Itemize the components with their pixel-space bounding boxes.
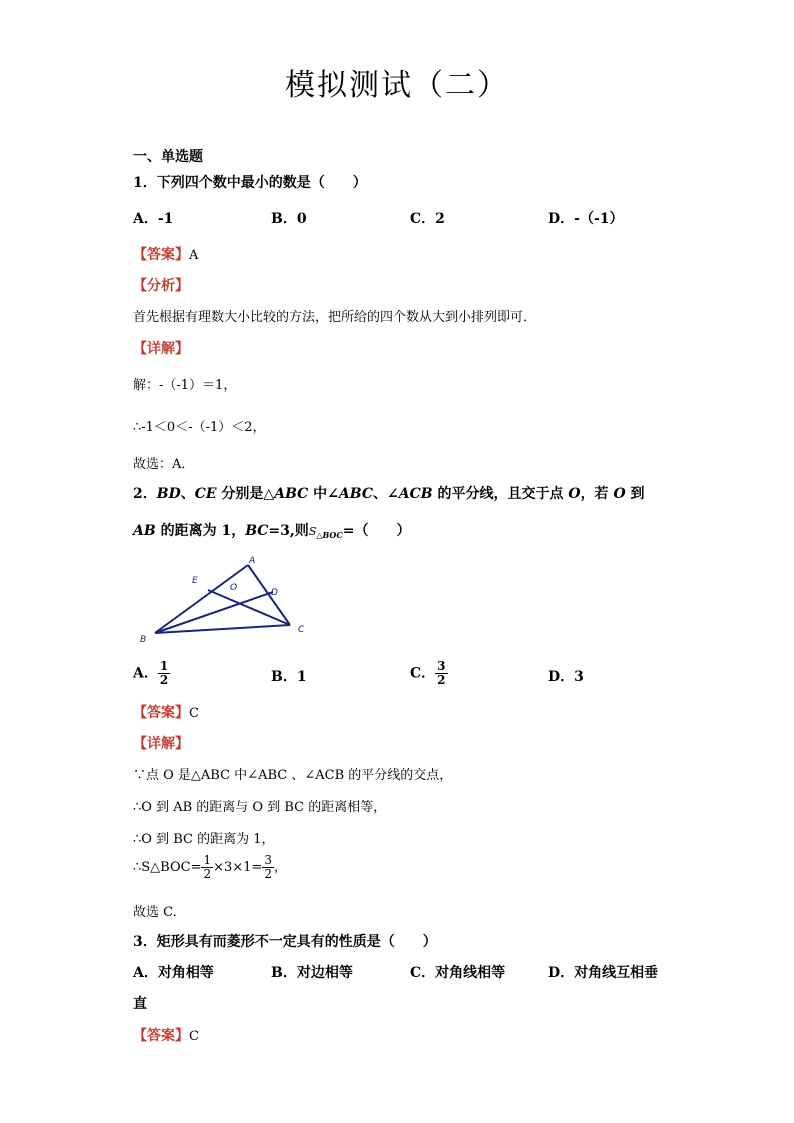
label-c: C xyxy=(298,625,305,635)
q1-stem: 1．下列四个数中最小的数是（ ） xyxy=(133,175,367,191)
q1-option-d: D．-（-1） xyxy=(548,211,624,227)
q3-stem: 3．矩形具有而菱形不一定具有的性质是（ ） xyxy=(133,934,437,950)
triangle-figure xyxy=(138,550,313,650)
label-a: A xyxy=(249,556,256,566)
q1-answer-line xyxy=(133,244,198,264)
q2-stem-line2: AB 的距离为 1，BC=3,则$S_{\triangle BOC}=$（ ） xyxy=(133,523,411,540)
q3-option-d-wrap: 直 xyxy=(133,996,147,1012)
q2-detail-line: ∴O 到 AB 的距离与 O 到 BC 的距离相等， xyxy=(133,800,387,815)
q3-answer-line xyxy=(133,1025,199,1045)
q2-option-c: C． $\frac{3}{2}$ xyxy=(410,659,446,687)
page-title: 模拟测试（二） xyxy=(285,68,509,103)
analysis-tag: 【分析】 xyxy=(133,278,189,294)
answer-tag: 【答案】 xyxy=(133,705,189,721)
detail-tag: 【详解】 xyxy=(133,341,189,357)
q3-option-d: D．对角线互相垂 xyxy=(548,965,659,981)
q1-option-c: C．2 xyxy=(410,211,445,227)
q2-stem-line1: 2．BD、CE 分别是△ABC 中∠ABC、∠ACB 的平分线，且交于点 O，若 O 到 xyxy=(133,486,645,502)
q2-detail-line: ∵点 O 是△ABC 中∠ABC 、∠ACB 的平分线的交点， xyxy=(133,768,453,783)
label-b: B xyxy=(140,635,147,645)
q2-detail-line: 故选 C. xyxy=(133,905,177,920)
q2-option-a: A． $\frac{1}{2}$ xyxy=(133,659,169,687)
q1-answer: A xyxy=(189,248,199,263)
answer-tag: 【答案】 xyxy=(133,1028,189,1044)
answer-tag: 【答案】 xyxy=(133,247,189,263)
q2-answer-line xyxy=(133,702,199,722)
label-o: O xyxy=(230,583,238,593)
detail-tag: 【详解】 xyxy=(133,736,189,752)
q3-option-b: B．对边相等 xyxy=(271,965,353,981)
q2-detail-formula: ∴S△BOC= $\frac{1}{2}$ ×3×1= $\frac{3}{2}$ ， xyxy=(133,853,287,881)
q2-option-d: D．3 xyxy=(548,669,584,685)
q2-option-b: B．1 xyxy=(271,669,307,685)
q2-answer: C xyxy=(189,706,199,721)
section-heading: 一、单选题 xyxy=(133,149,203,165)
q3-option-a: A．对角相等 xyxy=(133,965,214,981)
q1-detail-line: ∴-1＜0＜-（-1）＜2， xyxy=(133,420,266,435)
segment-ab xyxy=(155,565,248,633)
q2-detail-line: ∴O 到 BC 的距离为 1， xyxy=(133,832,275,847)
label-d: D xyxy=(271,588,278,598)
q1-detail-line: 故选：A． xyxy=(133,457,195,472)
q1-option-b: B．0 xyxy=(271,211,307,227)
q1-option-a: A．-1 xyxy=(133,211,174,227)
q3-answer: C xyxy=(189,1029,199,1044)
q1-analysis: 首先根据有理数大小比较的方法，把所给的四个数从大到小排列即可． xyxy=(133,310,537,325)
q1-detail-line: 解：-（-1）＝1， xyxy=(133,378,237,393)
q3-option-c: C．对角线相等 xyxy=(410,965,506,981)
label-e: E xyxy=(192,576,198,586)
